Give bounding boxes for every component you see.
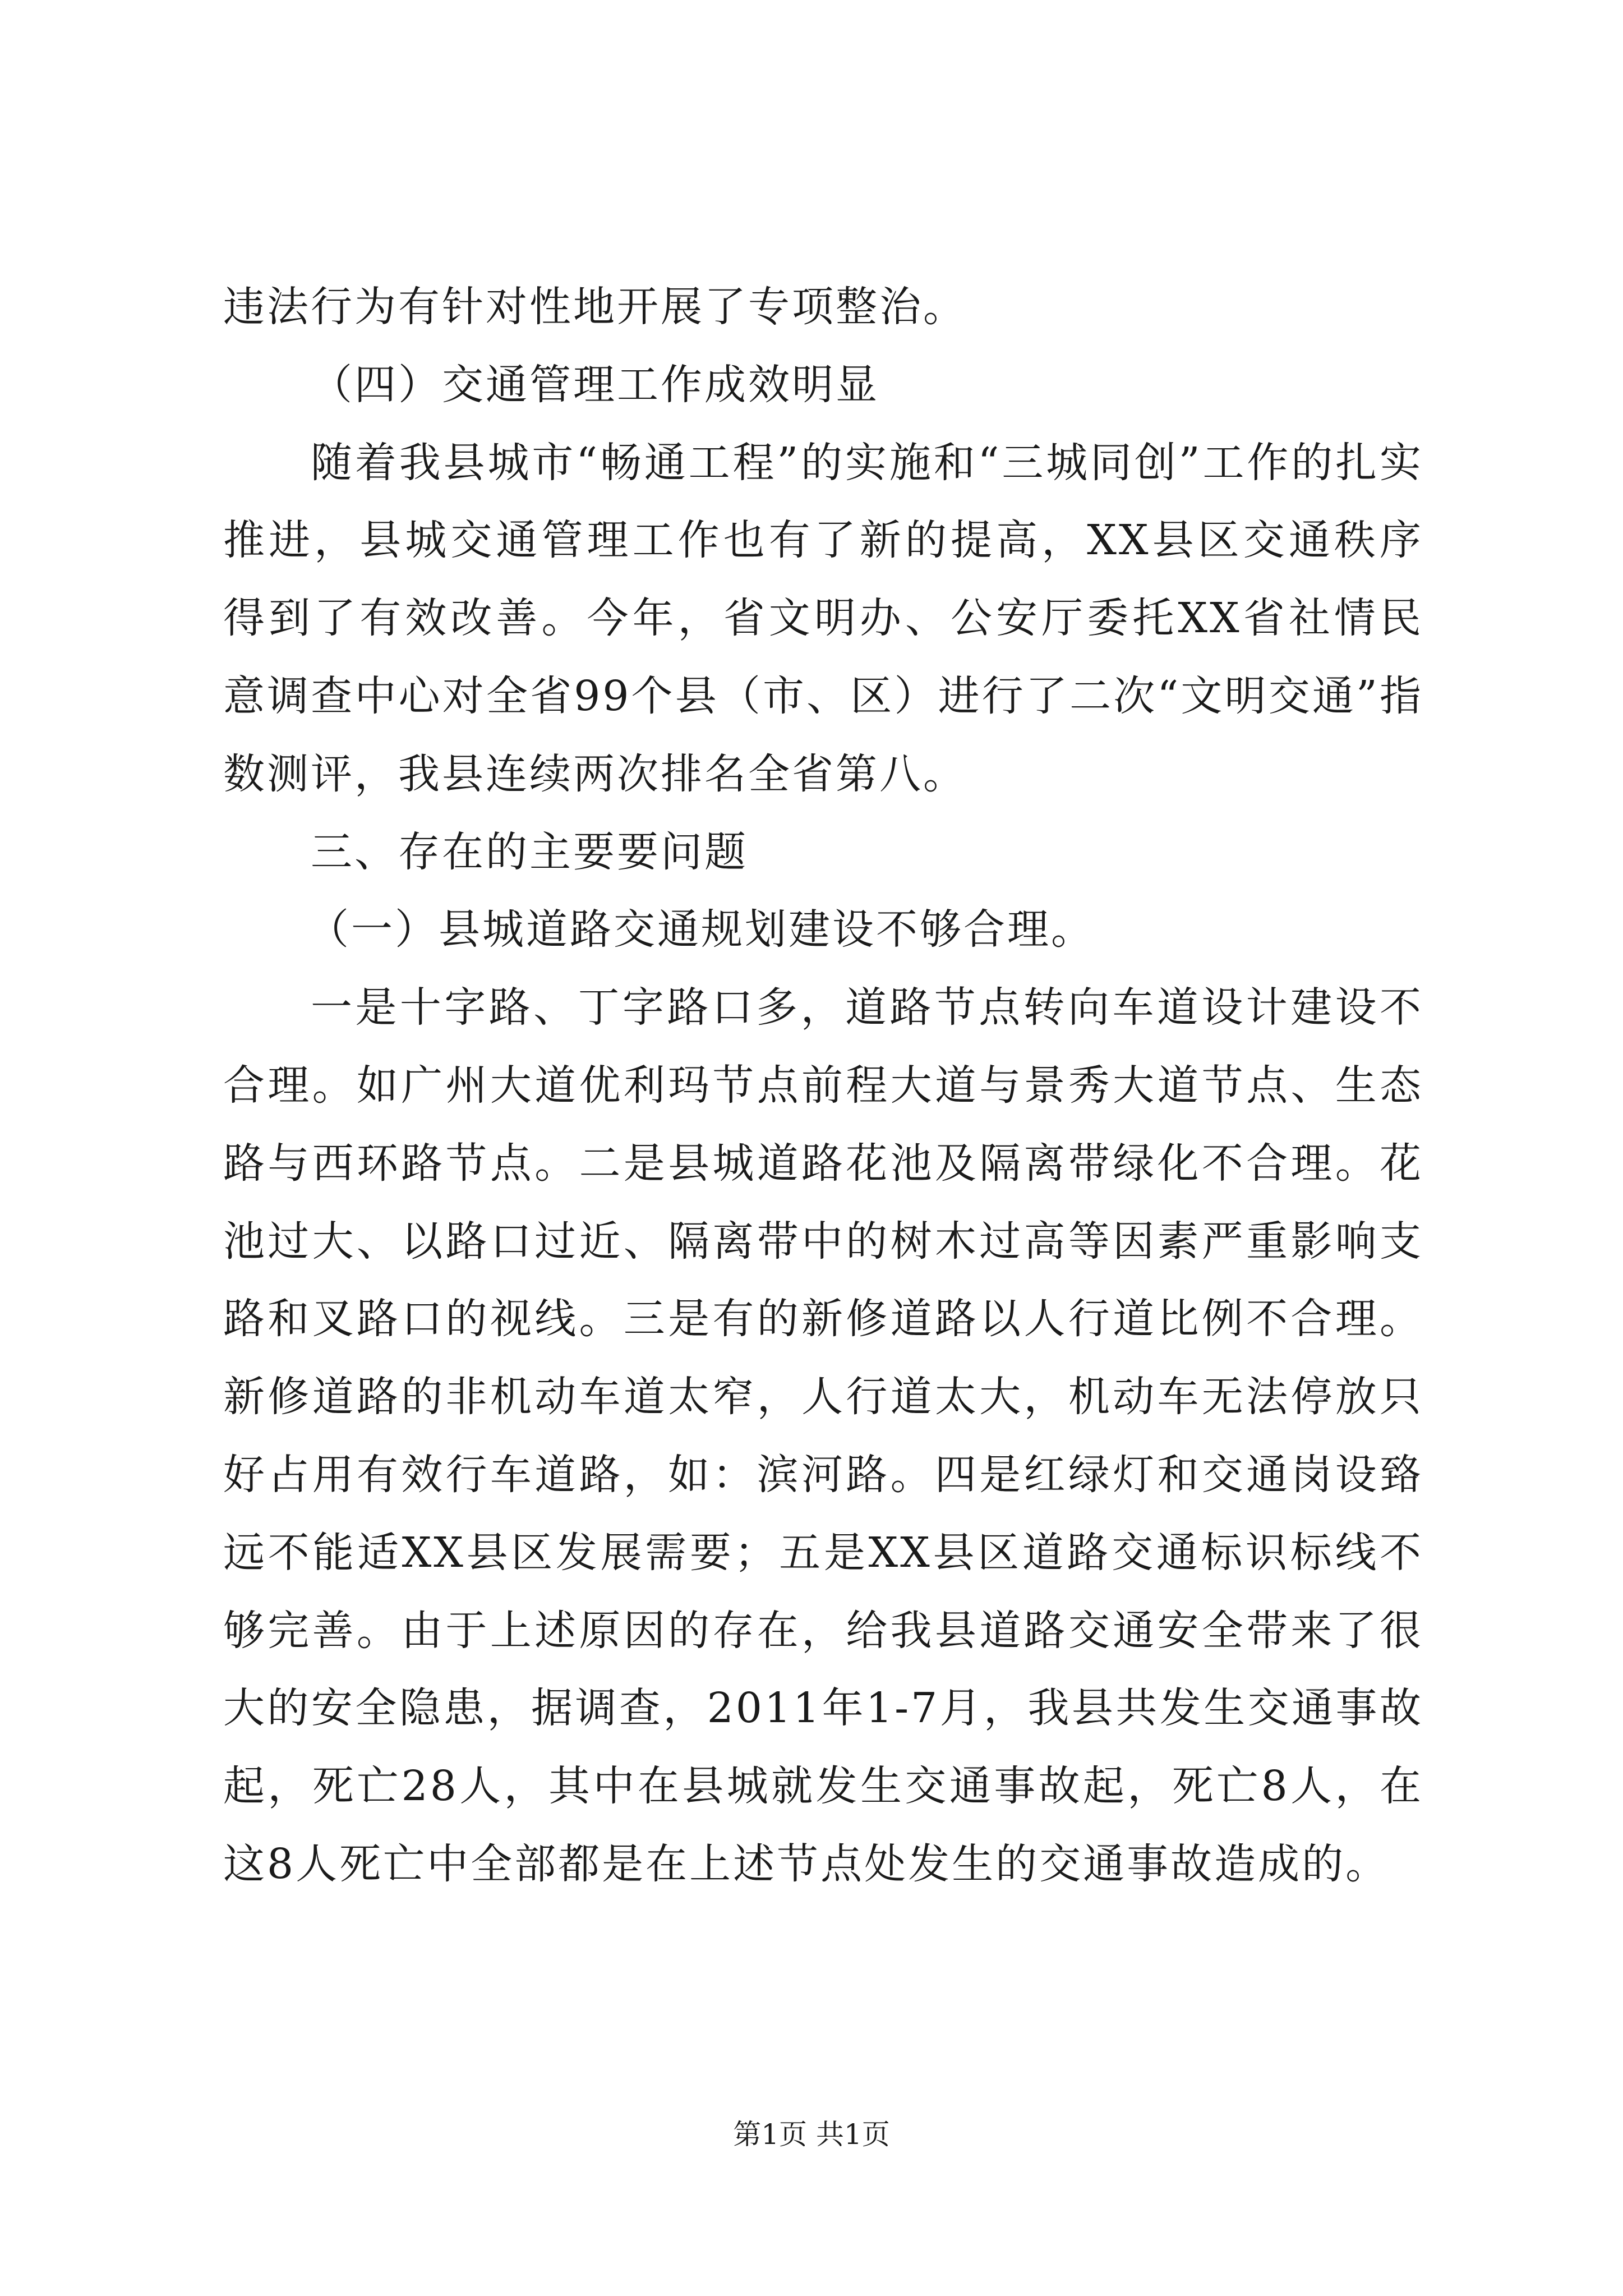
paragraph-road-planning: 一是十字路、丁字路口多，道路节点转向车道设计建设不合理。如广州大道优利玛节点前程大道与景秀大道节点、生态路与西环路节点。二是县城道路花池及隔离带绿化不合理。花池过大、以路口过近、隔离带中的树木过高等因素严重影响支路和叉路口的视线。三是有的新修道路以人行道比例不合理。新修道路的非机动车道太窄，人行道太大，机动车无法停放只好占用有效行车道路，如：滨河路。四是红绿灯和交通岗设臵远不能适XX县区发展需要；五是XX县区道路交通标识标线不够完善。由于上述原因的存在，给我县道路交通安全带来了很大的安全隐患，据调查，2011年1-7月，我县共发生交通事故起，死亡28人，其中在县城就发生交通事故起，死亡8人，在这8人死亡中全部都是在上述节点处发生的交通事故造成的。 bbox=[223, 983, 1423, 1888]
document-body bbox=[223, 268, 1423, 1903]
paragraph-continuation: 违法行为有针对性地开展了专项整治。 bbox=[223, 283, 967, 331]
section-heading-four: （四）交通管理工作成效明显 bbox=[311, 360, 879, 409]
subsection-heading-one: （一）县城道路交通规划建设不够合理。 bbox=[307, 905, 1095, 954]
section-heading-three: 三、存在的主要要问题 bbox=[311, 827, 748, 876]
page-footer: 第1页 共1页 bbox=[733, 2118, 890, 2151]
paragraph-traffic-management: 随着我县城市“畅通工程”的实施和“三城同创”工作的扎实推进，县城交通管理工作也有了新的提高，XX县区交通秩序得到了有效改善。今年，省文明办、公安厅委托XX省社情民意调查中心对全省99个县（市、区）进行了二次“文明交通”指数测评，我县连续两次排名全省第八。 bbox=[223, 438, 1423, 798]
